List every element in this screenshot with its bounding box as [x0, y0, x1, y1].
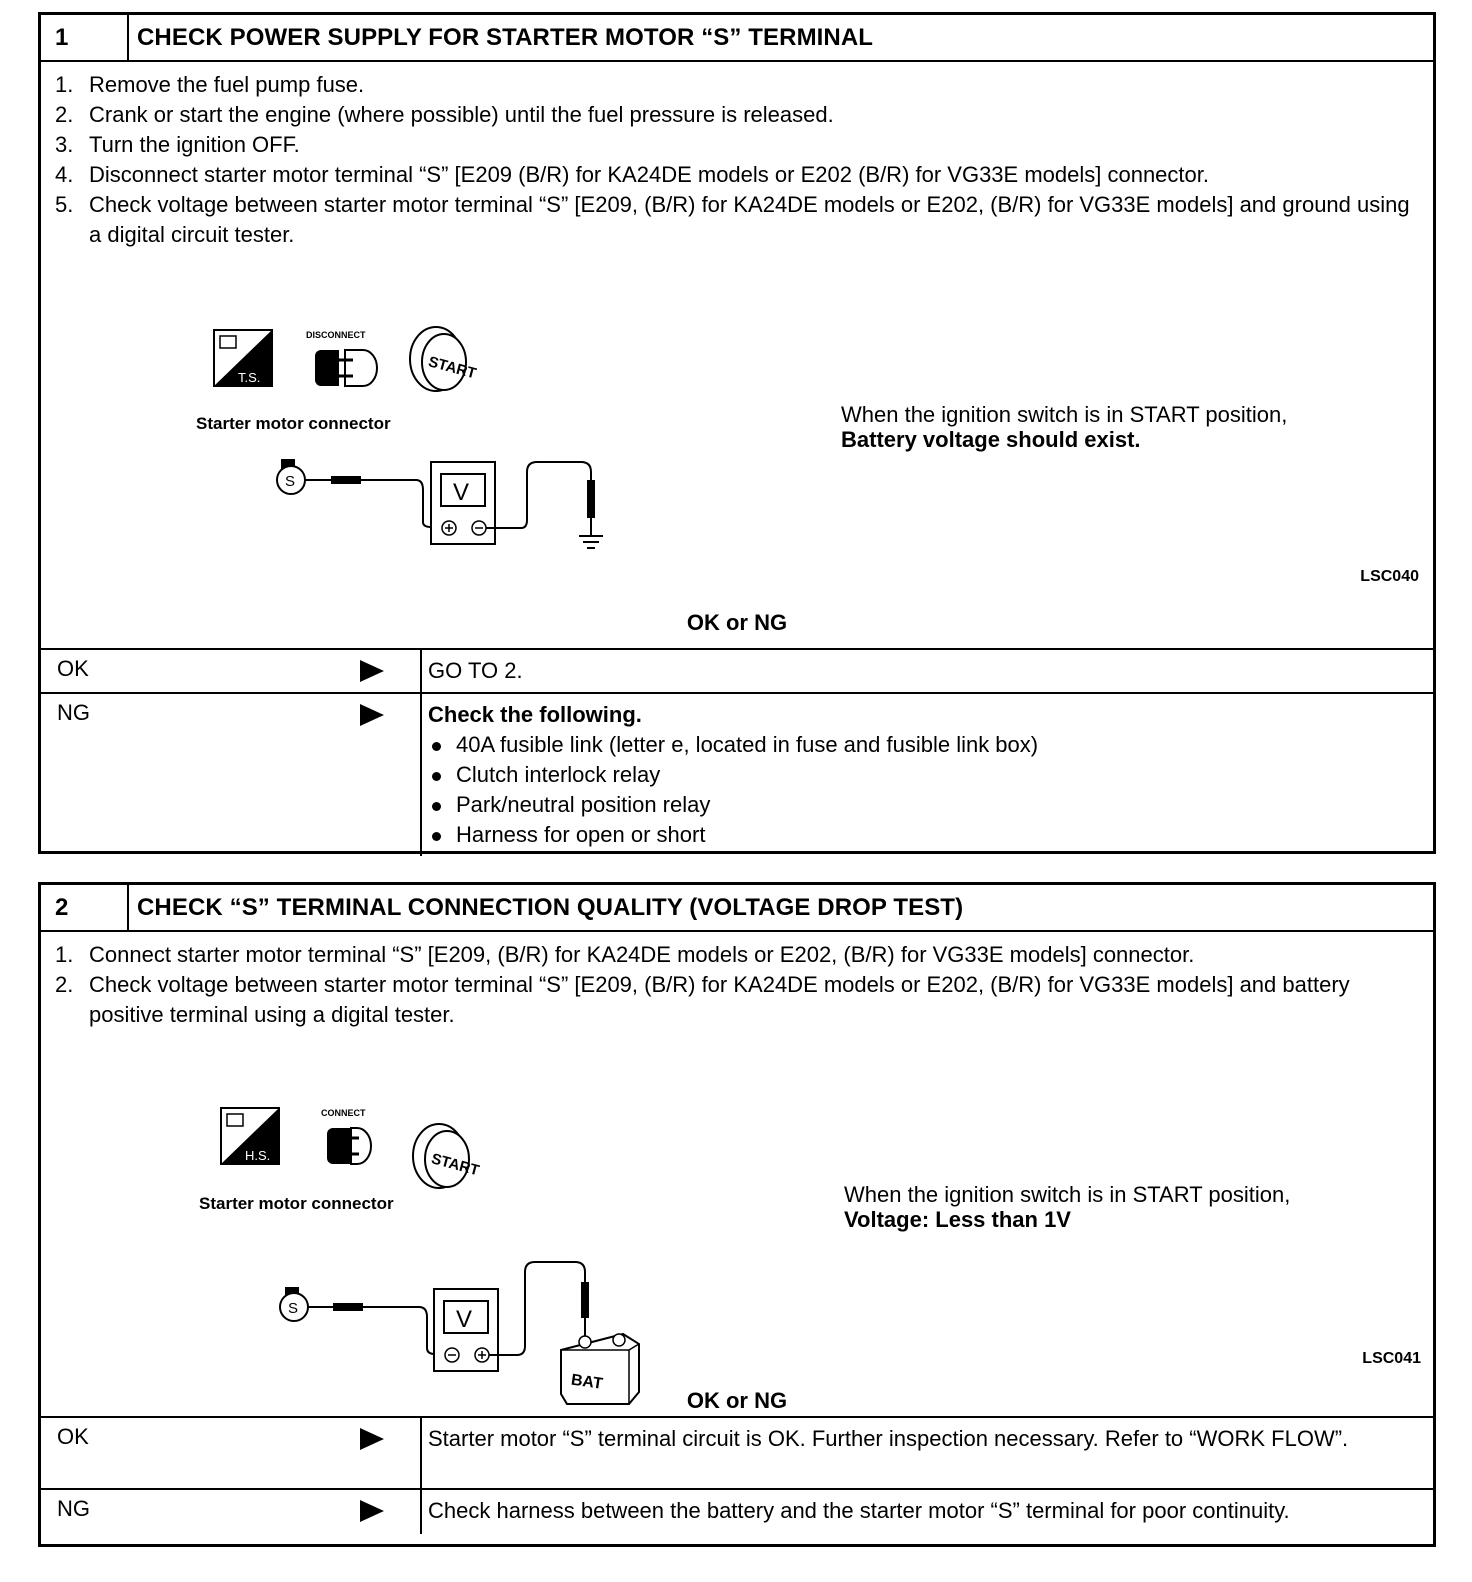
ok-label: OK: [41, 1418, 422, 1488]
ng-result: [422, 694, 1433, 856]
step-2-box: [38, 882, 1436, 1547]
arrow-right-icon: [360, 1500, 384, 1522]
step-2-body: [41, 932, 1433, 1416]
ok-result: GO TO 2.: [428, 658, 523, 683]
connector-label: Starter motor connector: [199, 1194, 394, 1213]
list-item: Park/neutral position relay: [428, 790, 1425, 820]
arrow-right-icon: [360, 1428, 384, 1450]
step-number: 1: [41, 15, 129, 60]
ng-label: NG: [41, 694, 422, 856]
arrow-right-icon: [360, 704, 384, 726]
voltmeter: [434, 1289, 498, 1371]
starter-terminal: [277, 459, 305, 494]
instruction-item: 5. Check voltage between starter motor terminal “S” [E209, (B/R) for KA24DE models or E202, (B/R) for VG33E models] and ground using a digital circuit tester.: [55, 192, 1410, 247]
step-title: CHECK POWER SUPPLY FOR STARTER MOTOR “S” TERMINAL: [137, 23, 874, 51]
troubleshooting-icon: [214, 330, 272, 386]
step-1-header: [41, 15, 1433, 62]
instruction-item: 1. Connect starter motor terminal “S” [E209, (B/R) for KA24DE models or E202, (B/R) for VG33E models] connector.: [55, 942, 1195, 967]
ok-row: [41, 1416, 1433, 1488]
harness-inspection-icon: [221, 1108, 279, 1164]
figure-id: LSC040: [1360, 568, 1419, 585]
svg-text:START: START: [429, 1150, 482, 1180]
step-1-body: [41, 62, 1433, 648]
list-item: Harness for open or short: [428, 820, 1425, 850]
ground-symbol: [579, 536, 603, 548]
ignition-start-icon: [410, 327, 478, 391]
connector-disconnect-icon: [306, 330, 377, 386]
circuit-diagram: [41, 62, 1433, 648]
svg-text:DISCONNECT: DISCONNECT: [306, 330, 366, 340]
step-title: CHECK “S” TERMINAL CONNECTION QUALITY (VOLTAGE DROP TEST): [137, 893, 964, 921]
svg-text:T.S.: T.S.: [238, 370, 261, 385]
ng-row: [41, 692, 1433, 856]
ng-label: NG: [41, 1490, 422, 1534]
arrow-right-icon: [360, 660, 384, 682]
circuit-diagram: [41, 932, 1433, 1416]
voltmeter: [431, 462, 495, 544]
list-item: Clutch interlock relay: [428, 760, 1425, 790]
step-number: 2: [41, 885, 129, 930]
connector-label: Starter motor connector: [196, 414, 391, 433]
ok-or-ng-label: OK or NG: [686, 1388, 788, 1413]
ok-or-ng-label: OK or NG: [686, 610, 788, 635]
condition-text: When the ignition switch is in START position, Voltage: Less than 1V: [844, 1182, 1291, 1232]
list-item: 40A fusible link (letter e, located in fuse and fusible link box): [428, 730, 1425, 760]
ng-heading: Check the following.: [428, 702, 642, 727]
instruction-item: 2. Check voltage between starter motor terminal “S” [E209, (B/R) for KA24DE models or E202, (B/R) for VG33E models] and battery positive terminal using a digital tester.: [55, 972, 1350, 1027]
ok-label: OK: [41, 650, 422, 692]
condition-text: When the ignition switch is in START position, Battery voltage should exist.: [841, 402, 1288, 452]
ng-result: Check harness between the battery and the starter motor “S” terminal for poor continuity.: [428, 1498, 1290, 1523]
instruction-item: 4. Disconnect starter motor terminal “S” [E209 (B/R) for KA24DE models or E202 (B/R) for VG33E models] connector.: [55, 162, 1209, 187]
svg-text:H.S.: H.S.: [245, 1148, 271, 1163]
instruction-item: 3. Turn the ignition OFF.: [55, 132, 300, 157]
svg-text:S: S: [288, 1300, 299, 1317]
figure-id: LSC041: [1362, 1350, 1421, 1367]
ng-row: [41, 1488, 1433, 1534]
ng-check-list: [428, 730, 1425, 850]
connector-connect-icon: [321, 1108, 371, 1164]
ok-row: [41, 648, 1433, 692]
step-1-box: [38, 12, 1436, 854]
instruction-item: 2. Crank or start the engine (where possible) until the fuel pressure is released.: [55, 102, 834, 127]
svg-text:V: V: [453, 479, 470, 506]
ok-result: Starter motor “S” terminal circuit is OK. Further inspection necessary. Refer to “WORK FLOW”.: [428, 1426, 1349, 1451]
starter-terminal: [280, 1287, 308, 1321]
svg-text:START: START: [426, 353, 479, 383]
ignition-start-icon: [413, 1124, 481, 1188]
step-2-header: [41, 885, 1433, 932]
instruction-item: 1. Remove the fuel pump fuse.: [55, 72, 365, 97]
svg-text:S: S: [285, 473, 296, 490]
svg-text:CONNECT: CONNECT: [321, 1108, 366, 1118]
svg-text:V: V: [456, 1306, 473, 1333]
svg-text:BAT: BAT: [569, 1371, 604, 1393]
